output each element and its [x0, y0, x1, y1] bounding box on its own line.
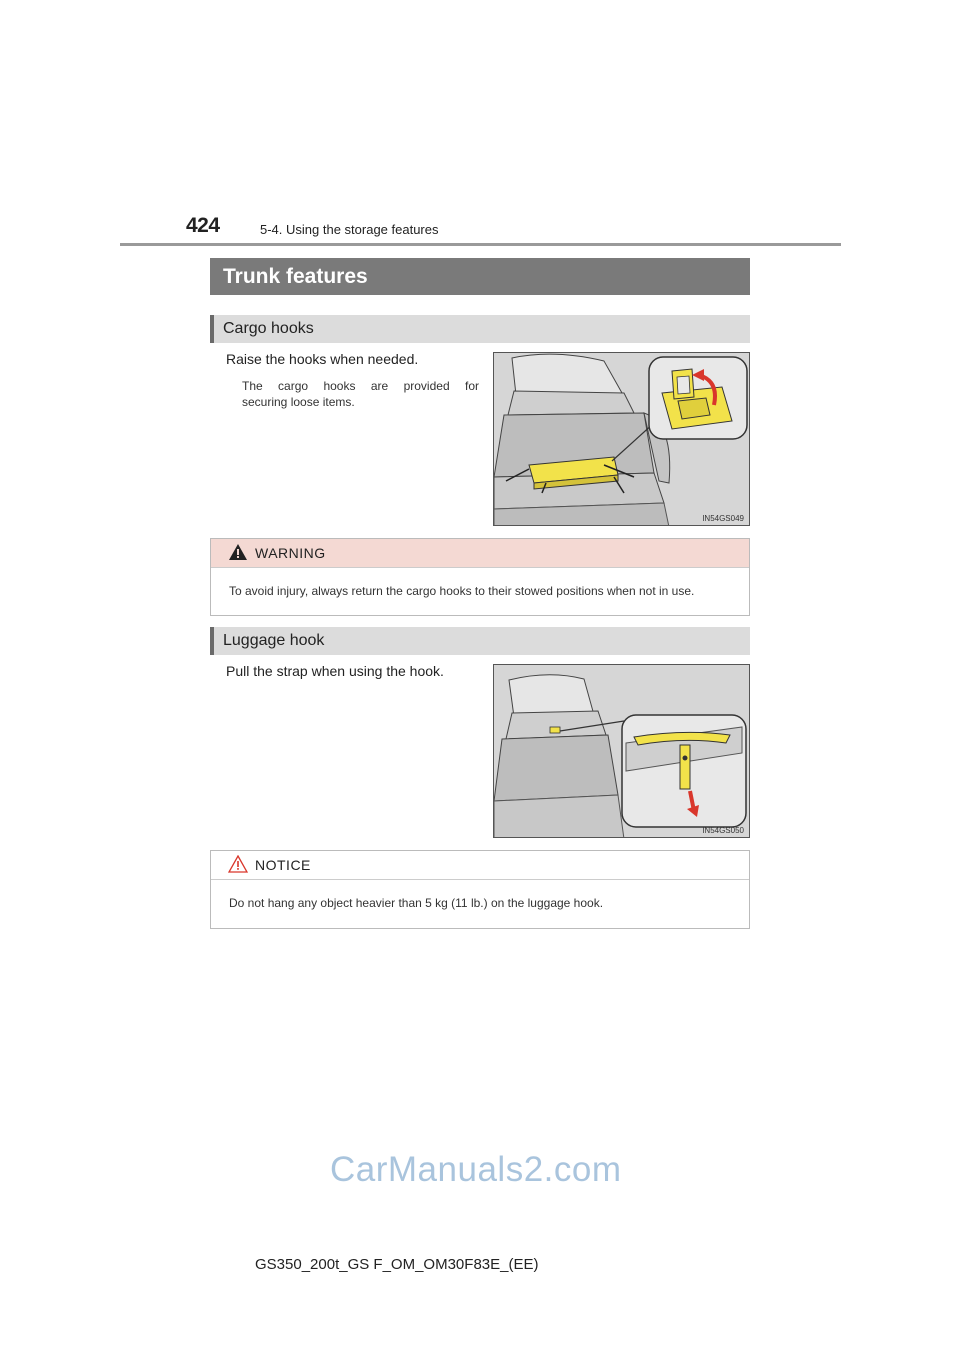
notice-box: [210, 850, 750, 929]
watermark: CarManuals2.com: [330, 1150, 622, 1189]
warning-header: [211, 539, 749, 567]
luggage-instruction: Pull the strap when using the hook.: [226, 663, 444, 679]
cargo-hooks-drawing: [494, 353, 750, 526]
cargo-hooks-heading: Cargo hooks: [210, 315, 750, 343]
caution-icon: [228, 855, 248, 873]
cargo-hooks-illustration: [493, 352, 750, 526]
cargo-instruction: Raise the hooks when needed.: [226, 351, 419, 367]
warning-text: To avoid injury, always return the cargo hooks to their stowed positions when not in use.: [211, 567, 749, 614]
luggage-hook-heading: Luggage hook: [210, 627, 750, 655]
warning-label: WARNING: [255, 545, 326, 561]
page-title: Trunk features: [210, 258, 750, 295]
warning-icon: [228, 543, 248, 561]
cargo-note-line1: The cargo hooks are provided for: [242, 379, 479, 393]
notice-text: Do not hang any object heavier than 5 kg (11 lb.) on the luggage hook.: [211, 879, 749, 926]
luggage-figure-code: IN54GS050: [702, 826, 744, 835]
document-code: GS350_200t_GS F_OM_OM30F83E_(EE): [255, 1256, 539, 1273]
luggage-hook-drawing: [494, 665, 750, 838]
notice-label: NOTICE: [255, 857, 311, 873]
notice-header: [211, 851, 749, 879]
warning-box: [210, 538, 750, 616]
cargo-figure-code: IN54GS049: [702, 514, 744, 523]
page-number: 424: [186, 214, 220, 237]
cargo-note-line2: securing loose items.: [242, 395, 355, 409]
header-divider: [120, 243, 841, 246]
luggage-hook-illustration: [493, 664, 750, 838]
cargo-note: [242, 378, 479, 410]
section-header: 5-4. Using the storage features: [260, 222, 439, 237]
